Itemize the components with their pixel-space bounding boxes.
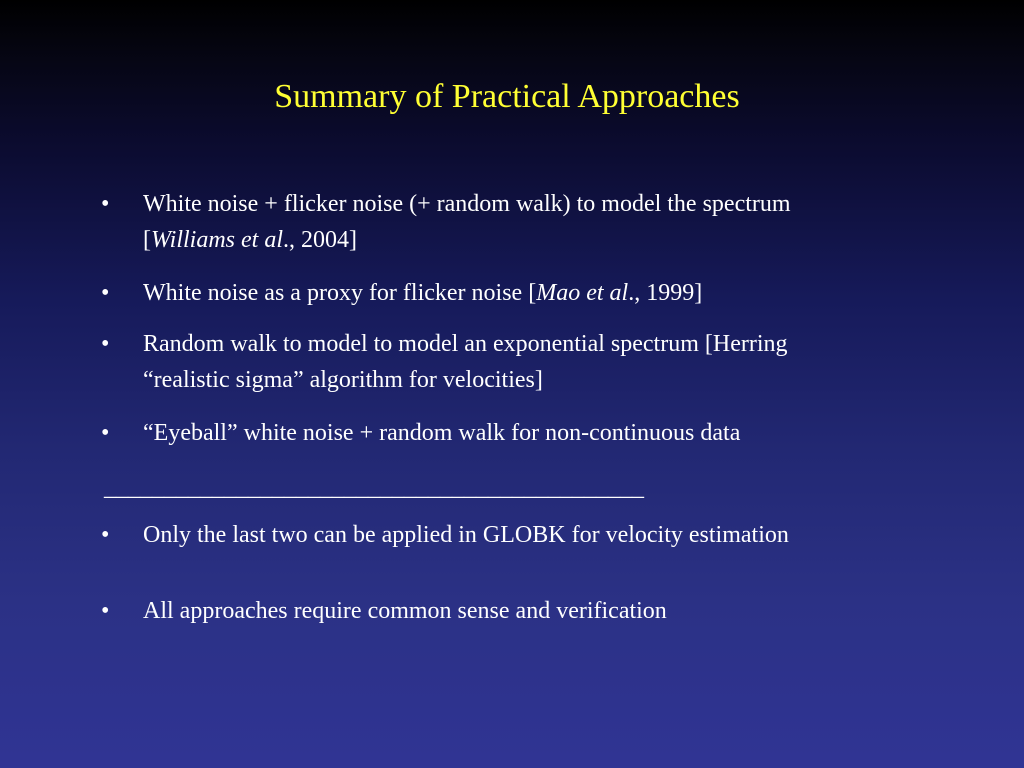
bullet-text: Only the last two can be applied in GLOBK for velocity estimation	[143, 522, 789, 548]
bullet-text	[143, 186, 923, 258]
bullet-text: “Eyeball” white noise + random walk for non-continuous data	[143, 420, 741, 446]
slide-title: Summary of Practical Approaches	[274, 78, 740, 115]
bullet-marker: •	[101, 420, 110, 446]
bullet-text: All approaches require common sense and verification	[143, 598, 667, 624]
bullet-marker: •	[101, 331, 110, 357]
bullet-text-line	[143, 222, 923, 258]
bullet-text	[143, 326, 923, 398]
bullet-marker: •	[101, 191, 110, 217]
bullet-text	[143, 275, 923, 311]
bullet-text-line: White noise + flicker noise (+ random walk) to model the spectrum	[143, 191, 791, 217]
bullet-text-line: Random walk to model to model an exponential spectrum [Herring	[143, 331, 788, 357]
citation-bracket: [	[143, 227, 151, 253]
bullet-text-main: White noise as a proxy for flicker noise [	[143, 280, 537, 306]
bullet-marker: •	[101, 280, 110, 306]
bullet-marker: •	[101, 522, 110, 548]
citation-authors: Mao et al	[536, 280, 629, 306]
separator-line: _____________________________________________	[104, 475, 644, 501]
citation-year: ., 2004]	[283, 227, 357, 253]
citation-year: ., 1999]	[628, 280, 703, 306]
bullet-text-line: “realistic sigma” algorithm for velocities]	[143, 367, 543, 393]
citation-authors: Williams et al	[151, 227, 283, 253]
bullet-marker: •	[101, 598, 110, 624]
